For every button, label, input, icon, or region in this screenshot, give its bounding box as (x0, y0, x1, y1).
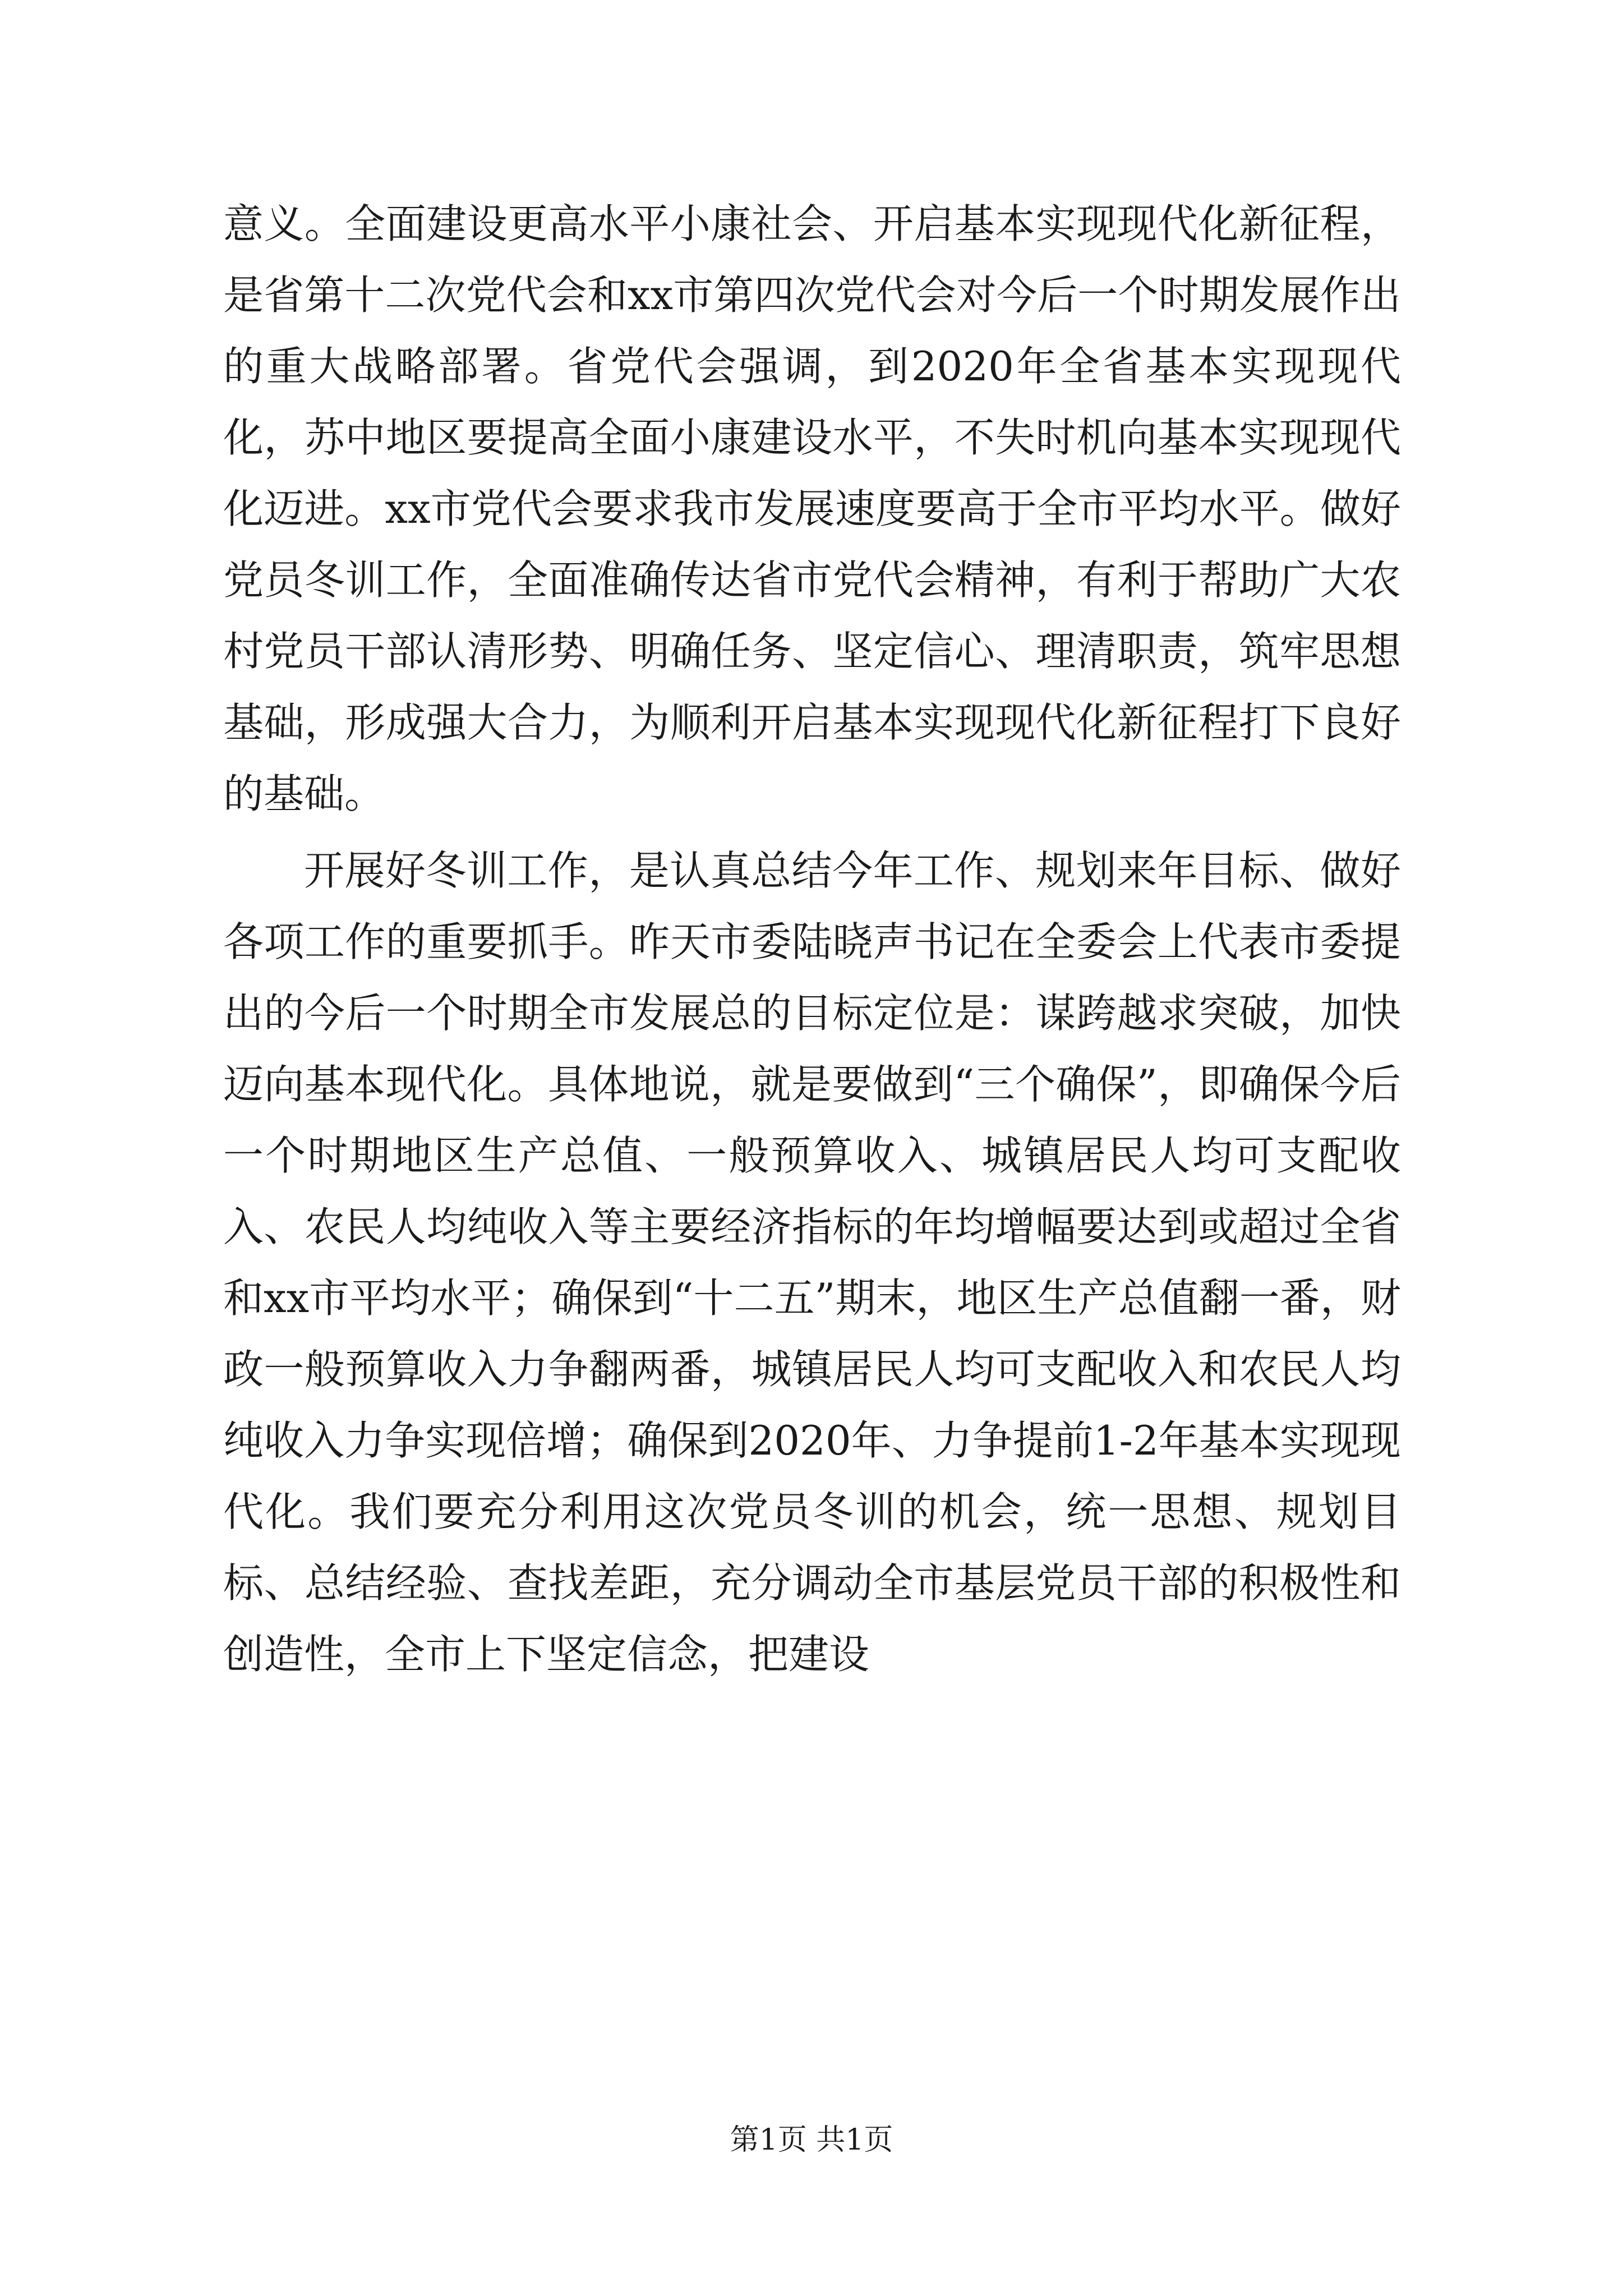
page-footer: 第1页 共1页 (730, 2123, 893, 2157)
document-body (223, 188, 1401, 1690)
paragraph-2: 开展好冬训工作，是认真总结今年工作、规划来年目标、做好各项工作的重要抓手。昨天市委陆晓声书记在全委会上代表市委提出的今后一个时期全市发展总的目标定位是：谋跨越求突破，加快迈向基本现代化。具体地说，就是要做到“三个确保”，即确保今后一个时期地区生产总值、一般预算收入、城镇居民人均可支配收入、农民人均纯收入等主要经济指标的年均增幅要达到或超过全省和xx市平均水平；确保到“十二五”期末，地区生产总值翻一番，财政一般预算收入力争翻两番，城镇居民人均可支配收入和农民人均纯收入力争实现倍增；确保到2020年、力争提前1-2年基本实现现代化。我们要充分利用这次党员冬训的机会，统一思想、规划目标、总结经验、查找差距，充分调动全市基层党员干部的积极性和创造性，全市上下坚定信念，把建设 (223, 847, 1401, 1678)
paragraph-1: 意义。全面建设更高水平小康社会、开启基本实现现代化新征程，是省第十二次党代会和xx市第四次党代会对今后一个时期发展作出的重大战略部署。省党代会强调，到2020年全省基本实现现代化，苏中地区要提高全面小康建设水平，不失时机向基本实现现代化迈进。xx市党代会要求我市发展速度要高于全市平均水平。做好党员冬训工作，全面准确传达省市党代会精神，有利于帮助广大农村党员干部认清形势、明确任务、坚定信心、理清职责，筑牢思想基础，形成强大合力，为顺利开启基本实现现代化新征程打下良好的基础。 (223, 200, 1401, 817)
